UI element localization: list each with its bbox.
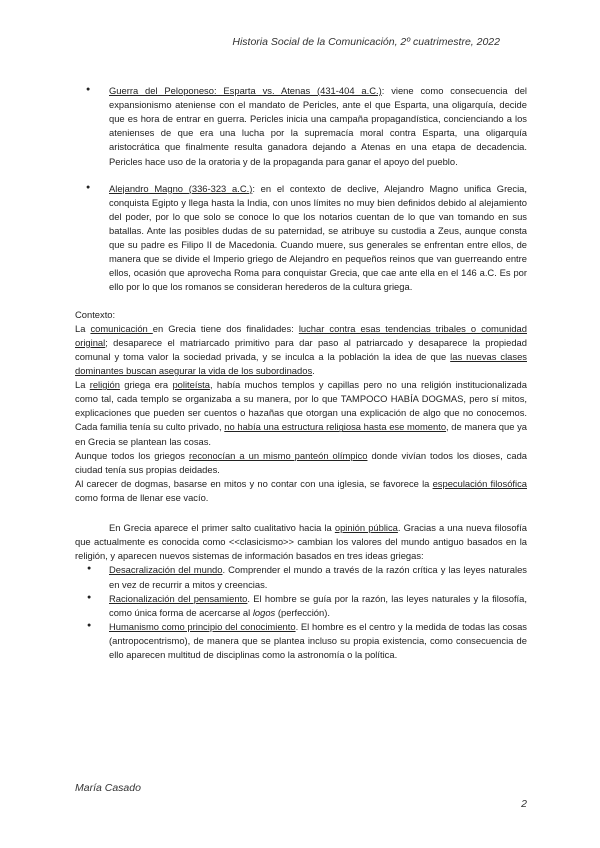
idea-title: Humanismo como principio del conocimiento (109, 620, 296, 632)
idea-item (75, 563, 527, 591)
text-run: Al carecer de dogmas, basarse en mitos y no contar con una iglesia, se favorece la (75, 477, 433, 489)
idea-italic-term: logos (252, 606, 276, 618)
bullet-peloponeso (75, 84, 527, 169)
idea-text: . Comprender el mundo a través de la razón crítica y las leyes naturales en vez de recurrir a mitos y creencias. (109, 564, 527, 590)
bullet-text: : viene como consecuencia del expansionismo ateniense con el mandato de Pericles, ante el que Esparta, una oligarquía, decide que es hora de entrar en guerra. Pericles inicia una campaña propagandística, concienciando a los atenienses de que era una lucha por la supremacía moral contra Esparta, una oligarquía aristocrática que finalmente resulta ganadora dejando a Atenas en una etapa de decadencia. Pericles hace uso de la oratoria y de la propaganda para ganar el apoyo del pueblo. (109, 85, 527, 167)
text-run: griega era (119, 379, 173, 391)
underlined-term: no había una estructura religiosa hasta ese momento (224, 421, 447, 433)
idea-text: . El hombre se guía por la razón, las leyes naturales y la filosofía, como única forma de acercarse al (109, 592, 527, 618)
bullet-title: Alejandro Magno (336-323 a.C.) (109, 182, 253, 194)
underlined-term: las nuevas clases dominantes buscan asegurar la vida de los subordinados (75, 350, 527, 376)
idea-title: Desacralización del mundo (109, 564, 223, 576)
underlined-term: politeísta (172, 379, 210, 391)
history-bullet-list (75, 84, 527, 295)
text-run: . Gracias a una nueva filosofía que actualmente es conocida como <<clasicismo>> cambian los valores del mundo antiguo basados en la religión, y aparecen nuevos sistemas de información basados en tres ideas griegas: (75, 522, 527, 562)
ideas-bullet-list (75, 563, 527, 662)
text-run: donde vivían todos los dioses, cada ciudad tenía sus propias deidades. (75, 449, 528, 475)
text-run: como forma de llenar ese vacío. (75, 491, 209, 503)
text-run: . (312, 364, 315, 376)
idea-text-tail: (perfección). (275, 606, 330, 618)
intro-paragraph (75, 521, 527, 563)
text-run: ; desaparece el matriarcado primitivo para dar paso al patriarcado y desaparece la propiedad comunal y toma valor la sociedad privada, y se inculca a la población la idea de que (75, 336, 527, 362)
footer-author: María Casado (75, 782, 141, 794)
underlined-term: especulación filosófica (432, 477, 527, 489)
idea-item (75, 592, 527, 620)
document-body (75, 84, 527, 662)
context-paragraph-communication (75, 322, 527, 378)
bullet-title: Guerra del Peloponeso: Esparta vs. Atenas (431-404 a.C.) (109, 85, 382, 96)
document-header: Historia Social de la Comunicación, 2º cuatrimestre, 2022 (232, 36, 500, 48)
text-run: En Grecia aparece el primer salto cualitativo hacia la (109, 522, 335, 534)
text-run: La (75, 322, 91, 334)
context-heading: Contexto: (75, 308, 116, 320)
context-paragraph-philosophy (75, 477, 527, 505)
text-run: La (75, 379, 90, 391)
text-run: en Grecia tiene dos finalidades: (152, 322, 299, 334)
underlined-term: reconocían a un mismo panteón olímpico (189, 449, 368, 461)
idea-item (75, 620, 527, 662)
context-paragraph-religion (75, 378, 527, 449)
idea-text: . El hombre es el centro y la medida de todas las cosas (antropocentrismo), de manera que se plantea incluso su propia existencia, como consecuencia de ello aparecen multitud de disciplinas como la astronomía o la política. (109, 620, 527, 661)
page-number: 2 (521, 798, 527, 810)
underlined-term: comunicación (90, 322, 153, 334)
text-run: Aunque todos los griegos (75, 449, 190, 461)
underlined-term: religión (89, 379, 120, 391)
text-run: , había muchos templos y capillas pero no una religión institucionalizada como tal, cada templo se organizaba a su manera, por lo que TAMPOCO HABÍA DOGMAS, pero sí mitos, explicaciones que pueden ser cuentos o hazañas que otorgan una explicación de algo que no conocemos. Cada familia tenía su culto privado, (75, 379, 527, 433)
context-paragraph-pantheon (75, 449, 527, 477)
bullet-text: : en el contexto de declive, Alejandro Magno unifica Grecia, conquista Egipto y llega hasta la India, con unos límites no muy bien definidos debido al alejamiento del poder, por lo que solo se conoce lo que los notarios cuentan de lo que van tomando en sus batallas. Ante las posibles dudas de su paternidad, se atribuye su custodia a Zeus, aunque consta que su padre es Filipo II de Macedonia. Cuando muere, sus generales se enfrentan entre ellos, de manera que se divide el Imperio griego de Alejandro en pequeños reinos que van guerreando entre ellos, ocasión que aprovecha Roma para conquistar Grecia, que cae ante ella en el 146 a.C. Es por ello por lo que los romanos se consideran herederos de la cultura griega. (109, 182, 527, 293)
text-run: , de manera que ya en Grecia se plantean las cosas. (75, 421, 527, 447)
underlined-term: opinión pública (334, 522, 398, 534)
bullet-alejandro (75, 182, 527, 295)
idea-title: Racionalización del pensamiento (109, 592, 248, 604)
underlined-term: luchar contra esas tendencias tribales o comunidad original (75, 322, 527, 348)
